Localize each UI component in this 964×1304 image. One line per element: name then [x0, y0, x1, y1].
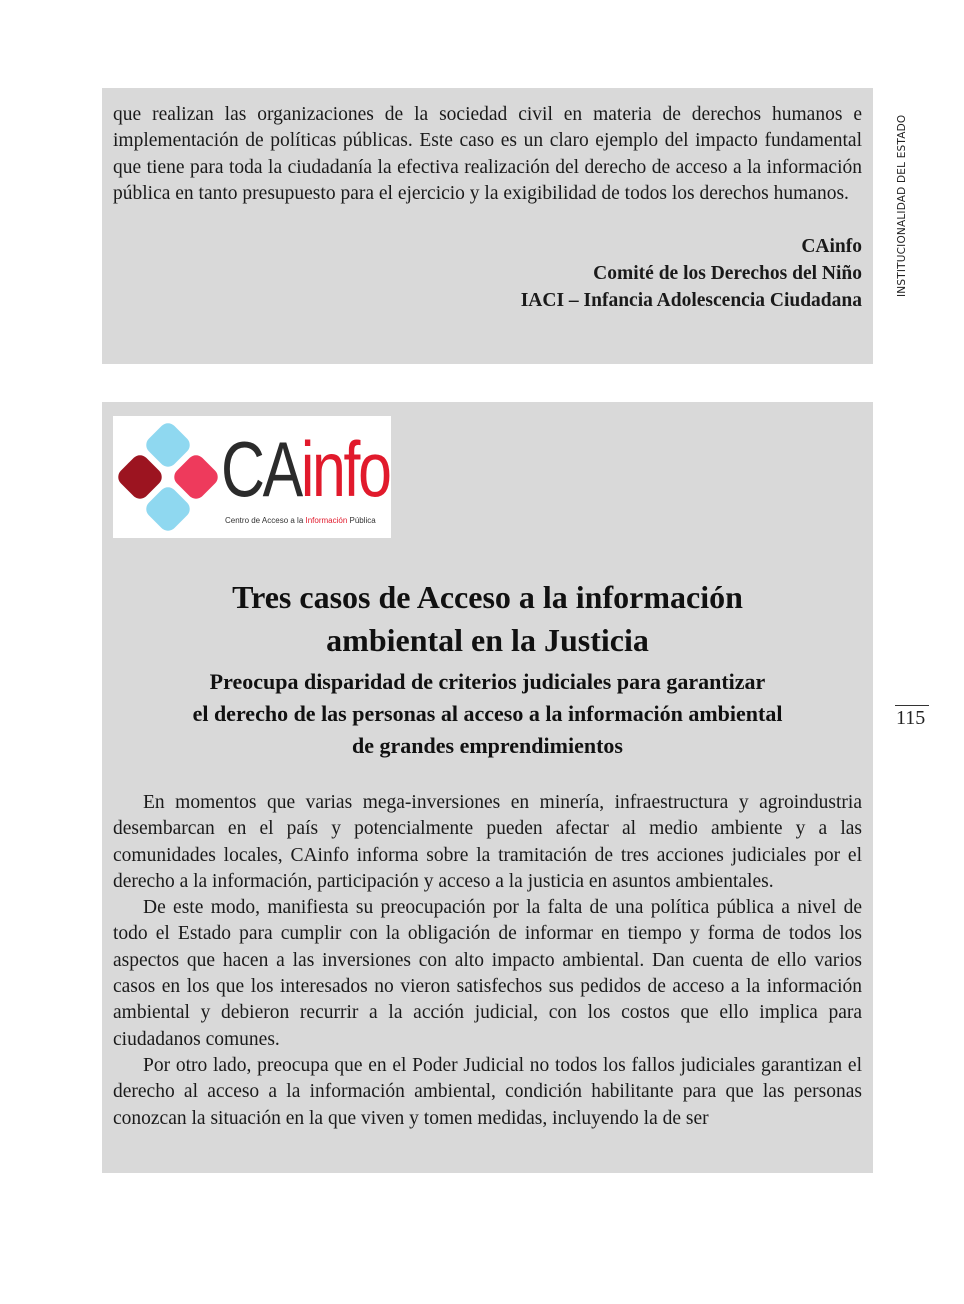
cainfo-logo: [113, 416, 391, 538]
logo-tagline-end: Pública: [347, 516, 376, 525]
article-body: [113, 790, 862, 1132]
title-line: Tres casos de Acceso a la información: [232, 579, 743, 615]
signatures: [113, 233, 862, 314]
section-side-label: INSTITUCIONALIDAD DEL ESTADO: [896, 114, 908, 297]
logo-wordmark: [221, 425, 390, 513]
closing-box: [102, 88, 873, 364]
logo-word-dark: CA: [221, 425, 301, 513]
title-line: ambiental en la Justicia: [326, 622, 649, 658]
body-paragraph: En momentos que varias mega-inversiones en minería, infraestructura y agroindustria desembarcan en el país y potencialmente pueden afectar al medio ambiente y a las comunidades locales, CAinfo informa sobre la tramitación de tres acciones judiciales por el derecho a la información, participación y acceso a la justicia en asuntos ambientales.: [113, 792, 862, 892]
signature-line: CAinfo: [801, 236, 862, 258]
article-title: [113, 576, 862, 662]
logo-word-accent: info: [300, 425, 390, 513]
logo-diamonds-icon: [113, 416, 223, 538]
logo-tagline: [225, 516, 376, 525]
subtitle-line: de grandes emprendimientos: [352, 733, 623, 758]
logo-tagline-start: Centro de Acceso a la: [225, 516, 306, 525]
subtitle-line: el derecho de las personas al acceso a la información ambiental: [192, 701, 783, 726]
article-box: [102, 402, 873, 1173]
page-number: 115: [896, 707, 926, 729]
signature-line: IACI – Infancia Adolescencia Ciudadana: [520, 290, 862, 312]
logo-tagline-accent: Información: [305, 516, 348, 525]
body-paragraph: De este modo, manifiesta su preocupación por la falta de una política pública a nivel de todo el Estado para cumplir con la obligación de informar en tiempo y forma de todos los aspectos que hacen a las inversiones con alto impacto ambiental. Dan cuenta de ello varios casos en los que los interesados no vieron satisfechos sus pedidos de acceso a la información ambiental y debieron recurrir a la acción judicial, con los costos que ello implica para ciudadanos comunes.: [113, 897, 862, 1050]
article-subtitle: [113, 666, 862, 762]
body-paragraph: Por otro lado, preocupa que en el Poder Judicial no todos los fallos judiciales garantizan el derecho al acceso a la información ambiental, condición habilitante para que las personas conozcan la situación en la que viven y tomen medidas, incluyendo la de ser: [113, 1054, 862, 1129]
signature-line: Comité de los Derechos del Niño: [593, 263, 862, 285]
closing-paragraph: que realizan las organizaciones de la sociedad civil en materia de derechos humanos e implementación de políticas públicas. Este caso es un claro ejemplo del impacto fundamental que tiene para toda la ciudadanía la efectiva realización del derecho de acceso a la información pública en tanto presupuesto para el ejercicio y la exigibilidad de todos los derechos humanos.: [113, 104, 862, 204]
subtitle-line: Preocupa disparidad de criterios judiciales para garantizar: [209, 669, 766, 694]
